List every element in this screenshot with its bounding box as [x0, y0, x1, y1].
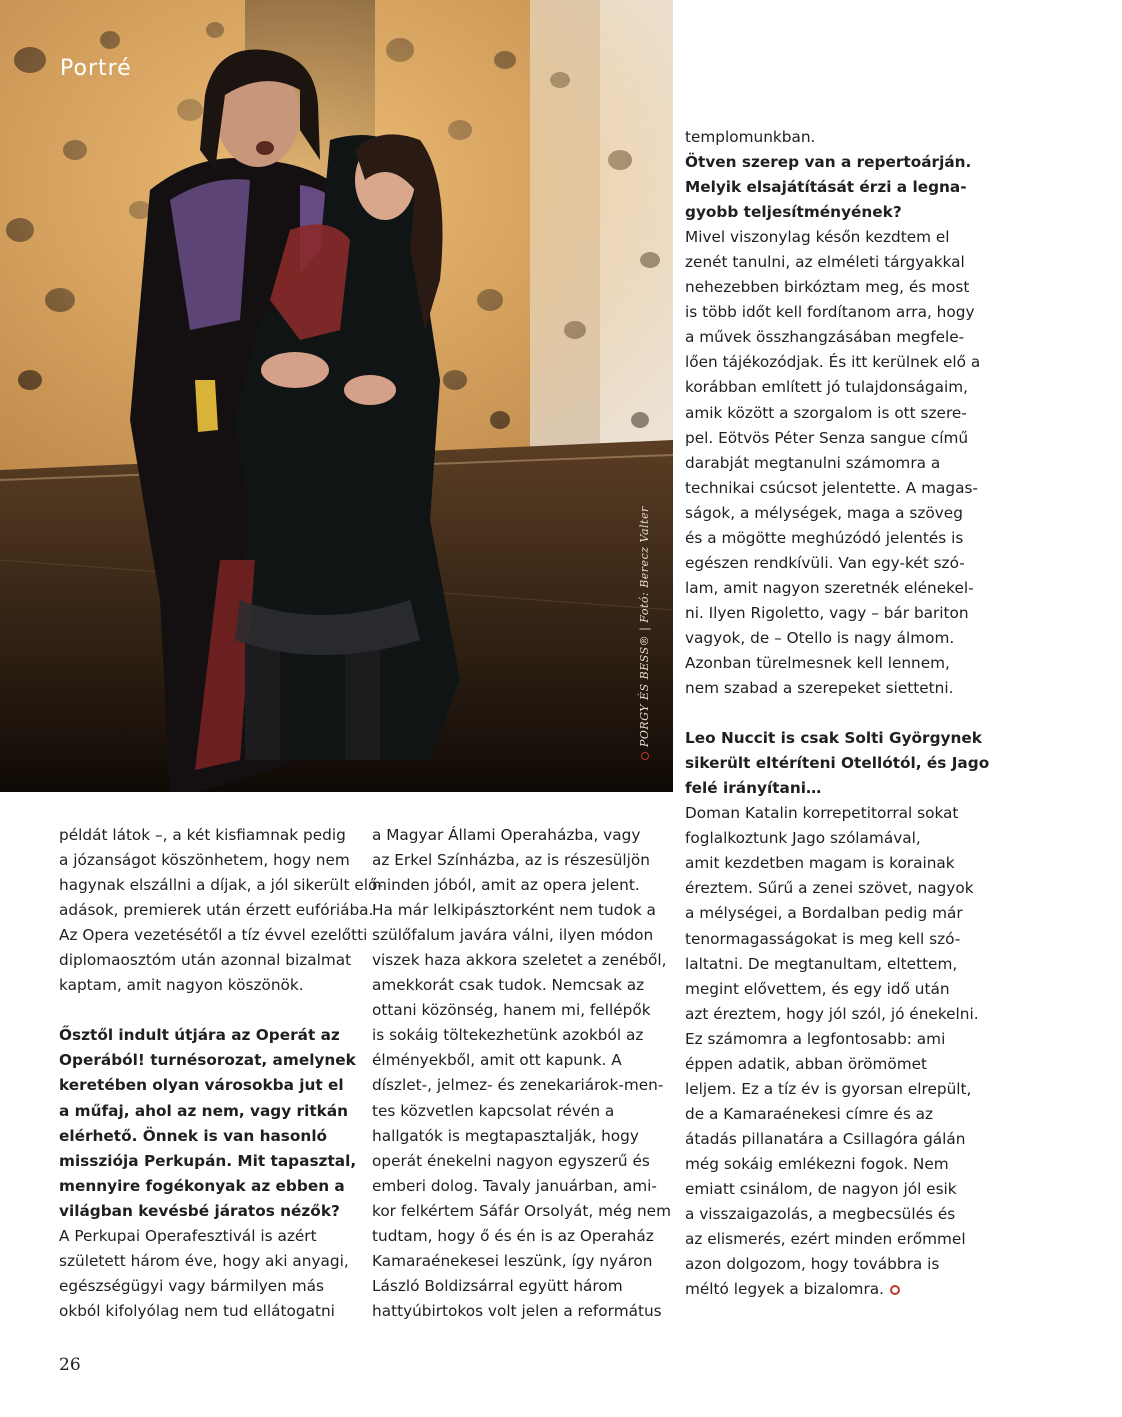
text-line — [685, 275, 985, 300]
line-text: amik között a szorgalom is ott szere- — [685, 403, 967, 422]
line-text: Leo Nuccit is csak Solti Györgynek — [685, 729, 982, 748]
line-text: ságok, a mélységek, maga a szöveg — [685, 503, 963, 522]
line-text: diplomaosztóm után azonnal bizalmat — [59, 951, 352, 970]
text-line — [372, 1023, 662, 1048]
text-line — [372, 1249, 662, 1274]
text-line — [372, 1174, 662, 1199]
question-line — [59, 1023, 339, 1048]
text-line — [372, 1048, 662, 1073]
text-line — [685, 375, 985, 400]
text-line — [685, 476, 985, 501]
line-text: emiatt csinálom, de nagyon jól esik — [685, 1179, 957, 1198]
text-line — [685, 401, 985, 426]
question-line — [59, 1073, 344, 1098]
text-line — [372, 1274, 662, 1299]
line-text: ottani közönség, hanem mi, fellépők — [372, 1001, 651, 1020]
line-text: laltatni. De megtanultam, eltettem, — [685, 954, 958, 973]
text-line — [685, 576, 985, 601]
text-line — [59, 898, 374, 923]
line-text: a művek összhangzásában megfele- — [685, 328, 965, 347]
question-line — [59, 1124, 339, 1149]
text-line — [59, 948, 352, 973]
text-line — [685, 876, 985, 901]
line-text: is sokáig töltekezhetünk azokból az — [372, 1026, 644, 1045]
text-line — [685, 526, 985, 551]
line-text: operát énekelni nagyon egyszerű és — [372, 1151, 650, 1170]
text-line — [685, 601, 985, 626]
line-text: darabját megtanulni számomra a — [685, 453, 941, 472]
line-text: hagynak elszállni a díjak, a jól sikerült elő- — [59, 876, 383, 895]
line-text: az elismerés, ezért minden erőmmel — [685, 1230, 966, 1249]
text-line — [59, 1299, 339, 1324]
line-text: a mélységei, a Bordalban pedig már — [685, 904, 963, 923]
line-text: foglalkoztunk Jago szólamával, — [685, 829, 921, 848]
line-text: született három éve, hogy aki anyagi, — [59, 1251, 349, 1270]
text-line — [372, 1299, 662, 1324]
line-text: missziója Perkupán. Mit tapasztal, — [59, 1151, 357, 1170]
line-text: élményekből, amit ott kapunk. A — [372, 1051, 622, 1070]
text-line — [372, 1124, 662, 1149]
line-text: egészen rendkívüli. Van egy-két szó- — [685, 553, 965, 572]
line-text: Doman Katalin korrepetitorral sokat — [685, 804, 959, 823]
text-line — [685, 551, 985, 576]
line-text: korábban említett jó tulajdonságaim, — [685, 378, 969, 397]
text-line — [685, 851, 985, 876]
line-text: Az Opera vezetésétől a tíz évvel ezelőtti — [59, 926, 368, 945]
text-line — [59, 873, 383, 898]
text-line — [372, 1199, 671, 1224]
question-line — [59, 1199, 339, 1224]
line-text: templomunkban. — [685, 128, 816, 146]
line-text: emberi dolog. Tavaly januárban, ami- — [372, 1176, 657, 1195]
text-line — [372, 898, 662, 923]
text-line — [685, 426, 985, 451]
text-line — [685, 325, 985, 350]
line-text: felé irányítani… — [685, 779, 822, 798]
text-line — [685, 1152, 985, 1177]
line-text: szülőfalum javára válni, ilyen módon — [372, 926, 654, 945]
line-text: az Erkel Színházba, az is részesüljön — [372, 851, 650, 870]
line-text: Melyik elsajátítását érzi a legna- — [685, 178, 967, 197]
line-text: Kamaraénekesei leszünk, így nyáron — [372, 1251, 653, 1270]
text-line — [372, 998, 662, 1023]
line-text: okból kifolyólag nem tud ellátogatni — [59, 1301, 335, 1320]
text-line — [372, 923, 662, 948]
line-text: kor felkértem Sáfár Orsolyát, még nem — [372, 1201, 671, 1220]
text-line — [685, 125, 985, 150]
text-line — [685, 927, 985, 952]
text-line — [372, 823, 662, 848]
text-column-right — [685, 125, 990, 1302]
text-line — [372, 1224, 662, 1249]
line-text: tudtam, hogy ő és én is az Operaház — [372, 1226, 654, 1245]
paragraph-gap — [685, 701, 985, 726]
line-text: a műfaj, ahol az nem, vagy ritkán — [59, 1101, 349, 1120]
line-text: éppen adatik, abban örömömet — [685, 1054, 928, 1073]
line-text: viszek haza akkora szeletet a zenéből, — [372, 951, 667, 970]
text-line — [685, 501, 985, 526]
text-line — [685, 1202, 985, 1227]
question-line — [59, 1149, 357, 1174]
text-line — [685, 225, 985, 250]
question-line — [685, 751, 990, 776]
line-text: nem szabad a szerepeket siettetni. — [685, 679, 954, 698]
text-line — [685, 1027, 985, 1052]
line-text: minden jóból, amit az opera jelent. — [372, 876, 640, 895]
text-line — [685, 1102, 985, 1127]
text-line — [685, 901, 985, 926]
line-text: keretében olyan városokba jut el — [59, 1076, 344, 1095]
line-text: és a mögötte meghúzódó jelentés is — [685, 528, 964, 547]
line-text: zenét tanulni, az elméleti tárgyakkal — [685, 253, 965, 272]
text-column-middle — [372, 823, 671, 1324]
line-text: hallgatók is megtapasztalják, hogy — [372, 1126, 639, 1145]
line-text: tes közvetlen kapcsolat révén a — [372, 1101, 615, 1120]
text-line — [59, 1249, 349, 1274]
text-line — [59, 1274, 339, 1299]
question-line — [685, 726, 985, 751]
text-line — [59, 823, 346, 848]
photo-credit — [638, 506, 651, 760]
text-line — [59, 973, 339, 998]
line-text: Ötven szerep van a repertoárján. — [685, 153, 972, 172]
line-text: amit kezdetben magam is korainak — [685, 854, 955, 873]
text-line — [372, 1099, 662, 1124]
line-text: vagyok, de – Otello is nagy álmom. — [685, 628, 955, 647]
text-line — [685, 651, 985, 676]
line-text: mennyire fogékonyak az ebben a — [59, 1176, 345, 1195]
line-text: sikerült eltéríteni Otellótól, és Jago — [685, 754, 990, 773]
text-line — [685, 1252, 985, 1277]
end-mark-icon — [890, 1285, 900, 1295]
line-text: lően tájékozódjak. És itt kerülnek elő a — [685, 353, 981, 372]
text-line — [59, 923, 368, 948]
photo-credit-text: PORGY ÉS BESS® | Fotó: Berecz Valter — [638, 506, 651, 747]
line-text: A Perkupai Operafesztivál is azért — [59, 1226, 317, 1245]
question-line — [685, 175, 985, 200]
line-text: átadás pillanatára a Csillagóra gálán — [685, 1129, 966, 1148]
line-text: díszlet-, jelmez- és zenekariárok-men- — [372, 1076, 664, 1095]
line-text: adások, premierek után érzett eufóriába. — [59, 901, 374, 920]
line-text: azon dolgozom, hogy továbbra is — [685, 1255, 940, 1274]
text-line — [59, 848, 350, 873]
line-text: amekkorát csak tudok. Nemcsak az — [372, 976, 645, 995]
text-line — [372, 848, 662, 873]
line-text: éreztem. Sűrű a zenei szövet, nagyok — [685, 879, 974, 898]
question-line — [59, 1048, 356, 1073]
line-text: megint elővettem, és egy idő után — [685, 979, 950, 998]
text-line — [685, 1277, 985, 1302]
line-text: Azonban türelmesnek kell lennem, — [685, 653, 950, 672]
line-text: lam, amit nagyon szeretnék elénekel- — [685, 578, 974, 597]
line-text: kaptam, amit nagyon köszönök. — [59, 976, 304, 995]
line-text: azt éreztem, hogy jól szól, jó énekelni. — [685, 1004, 979, 1023]
text-line — [685, 676, 985, 701]
line-text: Ez számomra a legfontosabb: ami — [685, 1029, 946, 1048]
credit-bullet-icon — [641, 752, 649, 760]
line-text: Mivel viszonylag későn kezdtem el — [685, 228, 950, 247]
text-line — [685, 350, 985, 375]
text-line — [685, 300, 985, 325]
text-line — [685, 952, 985, 977]
text-line — [685, 250, 985, 275]
line-text: méltó legyek a bizalomra. — [685, 1280, 884, 1299]
line-text: a józanságot köszönhetem, hogy nem — [59, 851, 350, 870]
line-text: gyobb teljesítményének? — [685, 203, 902, 222]
line-text: a Magyar Állami Operaházba, vagy — [372, 826, 641, 844]
line-text: Ha már lelkipásztorként nem tudok a — [372, 901, 656, 920]
text-line — [685, 1227, 985, 1252]
page-number: 26 — [59, 1355, 81, 1375]
text-line — [685, 451, 985, 476]
line-text: Operából! turnésorozat, amelynek — [59, 1051, 356, 1070]
text-line — [685, 801, 985, 826]
line-text: pel. Eötvös Péter Senza sangue című — [685, 428, 969, 447]
line-text: példát látok –, a két kisfiamnak pedig — [59, 826, 346, 844]
line-text: ni. Ilyen Rigoletto, vagy – bár bariton — [685, 603, 969, 622]
line-text: világban kevésbé járatos nézők? — [59, 1201, 340, 1220]
line-text: László Boldizsárral együtt három — [372, 1276, 623, 1295]
line-text: leljem. Ez a tíz év is gyorsan elrepült, — [685, 1079, 972, 1098]
text-line — [372, 873, 662, 898]
opera-stage-illustration — [0, 0, 673, 792]
line-text: nehezebben birkóztam meg, és most — [685, 278, 970, 297]
paragraph-gap — [59, 998, 339, 1023]
text-line — [685, 826, 985, 851]
text-line — [685, 1127, 985, 1152]
text-line — [372, 1149, 662, 1174]
section-label: Portré — [60, 56, 132, 81]
question-line — [685, 150, 985, 175]
text-line — [59, 1224, 339, 1249]
text-line — [685, 1077, 985, 1102]
line-text: technikai csúcsot jelentette. A magas- — [685, 478, 978, 497]
line-text: még sokáig emlékezni fogok. Nem — [685, 1154, 949, 1173]
line-text: Ősztől indult útjára az Operát az — [59, 1026, 340, 1045]
text-column-left — [59, 823, 383, 1324]
stage-photo — [0, 0, 673, 792]
text-line — [685, 1052, 985, 1077]
line-text: a visszaigazolás, a megbecsülés és — [685, 1205, 956, 1224]
line-text: is több időt kell fordítanom arra, hogy — [685, 303, 975, 322]
question-line — [685, 776, 985, 801]
line-text: tenormagasságokat is meg kell szó- — [685, 929, 961, 948]
question-line — [685, 200, 985, 225]
text-line — [372, 1073, 662, 1098]
question-line — [59, 1099, 349, 1124]
text-line — [685, 1177, 985, 1202]
text-line — [685, 626, 985, 651]
text-line — [372, 973, 662, 998]
line-text: de a Kamaraénekesi címre és az — [685, 1104, 934, 1123]
text-line — [372, 948, 667, 973]
line-text: hattyúbirtokos volt jelen a református — [372, 1301, 662, 1320]
text-line — [685, 1002, 985, 1027]
line-text: egészségügyi vagy bármilyen más — [59, 1276, 325, 1295]
question-line — [59, 1174, 345, 1199]
text-line — [685, 977, 985, 1002]
line-text: elérhető. Önnek is van hasonló — [59, 1126, 328, 1145]
